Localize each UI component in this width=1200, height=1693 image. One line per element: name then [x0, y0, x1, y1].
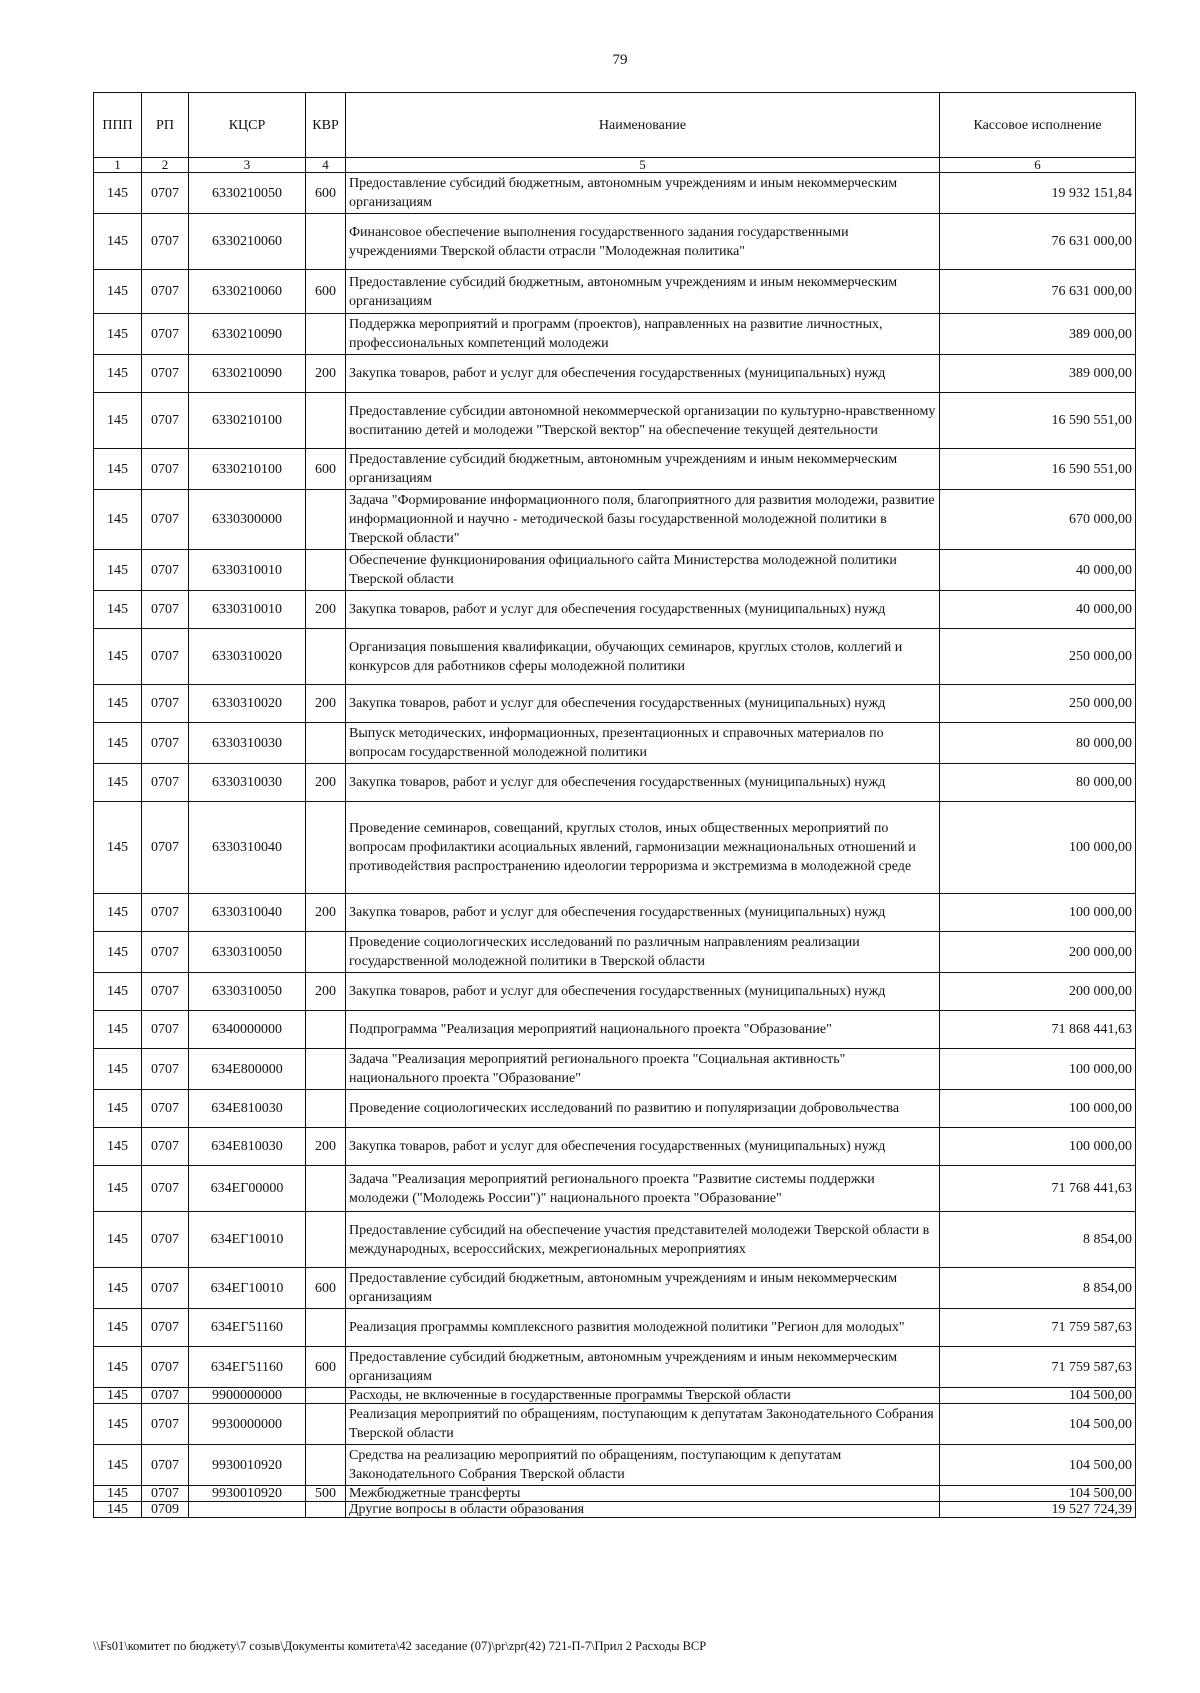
cell-name: Средства на реализацию мероприятий по обращениям, поступающим к депутатам Законодательного Собрания Тверской области	[346, 1445, 940, 1486]
cell-kcsr: 6330310050	[189, 973, 306, 1011]
cell-kcsr: 6330310020	[189, 685, 306, 723]
cell-amount: 389 000,00	[940, 314, 1136, 355]
cell-kvr	[306, 1049, 346, 1090]
cell-kvr	[306, 1502, 346, 1518]
cell-ppp: 145	[94, 1090, 142, 1128]
table-row	[94, 550, 1136, 591]
column-number: 5	[346, 158, 940, 173]
cell-ppp: 145	[94, 1011, 142, 1049]
cell-kvr: 600	[306, 1347, 346, 1388]
cell-kvr: 200	[306, 685, 346, 723]
cell-amount: 100 000,00	[940, 1090, 1136, 1128]
cell-rp: 0707	[142, 550, 189, 591]
table-row	[94, 764, 1136, 802]
cell-name: Закупка товаров, работ и услуг для обеспечения государственных (муниципальных) нужд	[346, 1128, 940, 1166]
cell-rp: 0707	[142, 355, 189, 393]
cell-kcsr: 634EГ10010	[189, 1212, 306, 1268]
cell-name: Предоставление субсидий на обеспечение участия представителей молодежи Тверской области в международных, всероссийских, межрегиональных мероприятиях	[346, 1212, 940, 1268]
cell-kcsr: 6330310040	[189, 894, 306, 932]
cell-amount: 104 500,00	[940, 1404, 1136, 1445]
cell-kvr	[306, 550, 346, 591]
cell-kvr	[306, 1212, 346, 1268]
cell-kvr	[306, 802, 346, 894]
table-row	[94, 1268, 1136, 1309]
cell-name: Обеспечение функционирования официального сайта Министерства молодежной политики Тверской области	[346, 550, 940, 591]
cell-ppp: 145	[94, 1268, 142, 1309]
cell-ppp: 145	[94, 1347, 142, 1388]
cell-ppp: 145	[94, 591, 142, 629]
cell-kvr	[306, 314, 346, 355]
cell-kvr: 600	[306, 270, 346, 314]
cell-ppp: 145	[94, 550, 142, 591]
cell-amount: 250 000,00	[940, 629, 1136, 685]
cell-amount: 104 500,00	[940, 1388, 1136, 1404]
cell-ppp: 145	[94, 973, 142, 1011]
cell-rp: 0707	[142, 1388, 189, 1404]
cell-kcsr	[189, 1502, 306, 1518]
cell-rp: 0707	[142, 1404, 189, 1445]
cell-amount: 71 868 441,63	[940, 1011, 1136, 1049]
col-header-kvr: КВР	[306, 93, 346, 158]
cell-rp: 0707	[142, 314, 189, 355]
cell-kvr: 200	[306, 591, 346, 629]
cell-kvr: 200	[306, 355, 346, 393]
table-row	[94, 214, 1136, 270]
cell-amount: 76 631 000,00	[940, 214, 1136, 270]
cell-amount: 100 000,00	[940, 1049, 1136, 1090]
cell-rp: 0707	[142, 1166, 189, 1212]
table-row	[94, 1049, 1136, 1090]
cell-amount: 71 759 587,63	[940, 1309, 1136, 1347]
cell-kvr: 600	[306, 1268, 346, 1309]
table-row	[94, 173, 1136, 214]
table-row	[94, 1212, 1136, 1268]
cell-kvr	[306, 1309, 346, 1347]
cell-kcsr: 6330310020	[189, 629, 306, 685]
col-header-ppp: ППП	[94, 93, 142, 158]
cell-name: Расходы, не включенные в государственные программы Тверской области	[346, 1388, 940, 1404]
cell-name: Поддержка мероприятий и программ (проектов), направленных на развитие личностных, профессиональных компетенций молодежи	[346, 314, 940, 355]
table-row	[94, 1090, 1136, 1128]
table-row	[94, 802, 1136, 894]
cell-amount: 19 932 151,84	[940, 173, 1136, 214]
table-row	[94, 894, 1136, 932]
cell-rp: 0707	[142, 1011, 189, 1049]
cell-kvr	[306, 1090, 346, 1128]
table-row	[94, 973, 1136, 1011]
cell-kcsr: 6330310010	[189, 591, 306, 629]
table-row	[94, 591, 1136, 629]
cell-rp: 0707	[142, 802, 189, 894]
cell-amount: 100 000,00	[940, 802, 1136, 894]
cell-ppp: 145	[94, 490, 142, 550]
cell-rp: 0707	[142, 1090, 189, 1128]
cell-ppp: 145	[94, 393, 142, 449]
cell-rp: 0707	[142, 270, 189, 314]
cell-rp: 0707	[142, 449, 189, 490]
table-row	[94, 355, 1136, 393]
cell-kcsr: 6330310010	[189, 550, 306, 591]
table-row	[94, 685, 1136, 723]
cell-rp: 0709	[142, 1502, 189, 1518]
cell-rp: 0707	[142, 629, 189, 685]
column-number: 3	[189, 158, 306, 173]
table-row	[94, 1404, 1136, 1445]
cell-name: Закупка товаров, работ и услуг для обеспечения государственных (муниципальных) нужд	[346, 973, 940, 1011]
table-row	[94, 490, 1136, 550]
table-row	[94, 1486, 1136, 1502]
cell-amount: 19 527 724,39	[940, 1502, 1136, 1518]
cell-name: Предоставление субсидий бюджетным, автономным учреждениям и иным некоммерческим организациям	[346, 449, 940, 490]
cell-kcsr: 9900000000	[189, 1388, 306, 1404]
page-number: 79	[612, 52, 628, 68]
cell-amount: 80 000,00	[940, 764, 1136, 802]
cell-amount: 100 000,00	[940, 894, 1136, 932]
cell-rp: 0707	[142, 685, 189, 723]
cell-ppp: 145	[94, 932, 142, 973]
column-number: 4	[306, 158, 346, 173]
cell-rp: 0707	[142, 973, 189, 1011]
cell-kcsr: 634EГ10010	[189, 1268, 306, 1309]
cell-rp: 0707	[142, 393, 189, 449]
cell-kvr	[306, 723, 346, 764]
cell-kvr	[306, 393, 346, 449]
cell-rp: 0707	[142, 1268, 189, 1309]
cell-rp: 0707	[142, 1486, 189, 1502]
cell-amount: 16 590 551,00	[940, 393, 1136, 449]
table-row	[94, 314, 1136, 355]
cell-amount: 100 000,00	[940, 1128, 1136, 1166]
cell-amount: 200 000,00	[940, 973, 1136, 1011]
cell-name: Другие вопросы в области образования	[346, 1502, 940, 1518]
cell-amount: 71 759 587,63	[940, 1347, 1136, 1388]
cell-kcsr: 6330310050	[189, 932, 306, 973]
col-header-kcsr: КЦСР	[189, 93, 306, 158]
cell-ppp: 145	[94, 270, 142, 314]
cell-name: Предоставление субсидий бюджетным, автономным учреждениям и иным некоммерческим организациям	[346, 270, 940, 314]
table-row	[94, 629, 1136, 685]
cell-ppp: 145	[94, 1212, 142, 1268]
cell-kcsr: 634EГ51160	[189, 1309, 306, 1347]
cell-name: Закупка товаров, работ и услуг для обеспечения государственных (муниципальных) нужд	[346, 764, 940, 802]
table-row	[94, 1128, 1136, 1166]
cell-name: Закупка товаров, работ и услуг для обеспечения государственных (муниципальных) нужд	[346, 591, 940, 629]
cell-amount: 104 500,00	[940, 1486, 1136, 1502]
table-row	[94, 932, 1136, 973]
cell-amount: 389 000,00	[940, 355, 1136, 393]
column-number: 2	[142, 158, 189, 173]
cell-kvr: 600	[306, 449, 346, 490]
col-header-amount: Кассовое исполнение	[940, 93, 1136, 158]
cell-ppp: 145	[94, 802, 142, 894]
table-row	[94, 270, 1136, 314]
cell-kvr	[306, 932, 346, 973]
table-row	[94, 1347, 1136, 1388]
col-header-name: Наименование	[346, 93, 940, 158]
cell-ppp: 145	[94, 629, 142, 685]
cell-ppp: 145	[94, 1445, 142, 1486]
cell-kcsr: 6330210050	[189, 173, 306, 214]
cell-name: Предоставление субсидий бюджетным, автономным учреждениям и иным некоммерческим организациям	[346, 1347, 940, 1388]
cell-kcsr: 9930000000	[189, 1404, 306, 1445]
cell-ppp: 145	[94, 1049, 142, 1090]
cell-kvr	[306, 1445, 346, 1486]
table-row	[94, 1445, 1136, 1486]
cell-kcsr: 6330210090	[189, 314, 306, 355]
cell-ppp: 145	[94, 1502, 142, 1518]
column-number: 1	[94, 158, 142, 173]
cell-kvr	[306, 1166, 346, 1212]
cell-kcsr: 6330310040	[189, 802, 306, 894]
cell-kvr	[306, 1404, 346, 1445]
file-path-footer: \\Fs01\комитет по бюджету\7 созыв\Документы комитета\42 заседание (07)\pr\zpr(42) 721-П-7\Прил 2 Расходы ВСР	[93, 1639, 707, 1653]
cell-rp: 0707	[142, 1347, 189, 1388]
cell-ppp: 145	[94, 1388, 142, 1404]
cell-amount: 16 590 551,00	[940, 449, 1136, 490]
cell-kcsr: 634EГ51160	[189, 1347, 306, 1388]
cell-ppp: 145	[94, 764, 142, 802]
cell-kvr: 200	[306, 973, 346, 1011]
cell-ppp: 145	[94, 449, 142, 490]
cell-amount: 8 854,00	[940, 1268, 1136, 1309]
cell-ppp: 145	[94, 1166, 142, 1212]
cell-rp: 0707	[142, 723, 189, 764]
cell-ppp: 145	[94, 173, 142, 214]
cell-name: Реализация мероприятий по обращениям, поступающим к депутатам Законодательного Собрания Тверской области	[346, 1404, 940, 1445]
cell-name: Закупка товаров, работ и услуг для обеспечения государственных (муниципальных) нужд	[346, 355, 940, 393]
cell-name: Закупка товаров, работ и услуг для обеспечения государственных (муниципальных) нужд	[346, 685, 940, 723]
cell-kvr	[306, 1388, 346, 1404]
cell-name: Задача "Реализация мероприятий регионального проекта "Социальная активность" национального проекта "Образование"	[346, 1049, 940, 1090]
cell-amount: 80 000,00	[940, 723, 1136, 764]
table-row	[94, 1502, 1136, 1518]
cell-ppp: 145	[94, 214, 142, 270]
cell-kcsr: 634E800000	[189, 1049, 306, 1090]
cell-rp: 0707	[142, 214, 189, 270]
cell-kcsr: 6330210100	[189, 449, 306, 490]
cell-rp: 0707	[142, 894, 189, 932]
cell-ppp: 145	[94, 685, 142, 723]
cell-rp: 0707	[142, 591, 189, 629]
cell-kvr: 200	[306, 894, 346, 932]
cell-kvr	[306, 1011, 346, 1049]
cell-amount: 40 000,00	[940, 550, 1136, 591]
cell-amount: 40 000,00	[940, 591, 1136, 629]
col-header-rp: РП	[142, 93, 189, 158]
cell-kvr: 200	[306, 764, 346, 802]
cell-ppp: 145	[94, 1309, 142, 1347]
cell-name: Предоставление субсидий бюджетным, автономным учреждениям и иным некоммерческим организациям	[346, 173, 940, 214]
cell-kvr	[306, 214, 346, 270]
cell-name: Закупка товаров, работ и услуг для обеспечения государственных (муниципальных) нужд	[346, 894, 940, 932]
cell-amount: 8 854,00	[940, 1212, 1136, 1268]
cell-kcsr: 6330210090	[189, 355, 306, 393]
cell-name: Выпуск методических, информационных, презентационных и справочных материалов по вопросам государственной молодежной политики	[346, 723, 940, 764]
cell-name: Проведение семинаров, совещаний, круглых столов, иных общественных мероприятий по вопросам профилактики асоциальных явлений, гармонизации межнациональных отношений и противодействия распространению идеологии терроризма и экстремизма в молодежной среде	[346, 802, 940, 894]
cell-ppp: 145	[94, 1404, 142, 1445]
cell-name: Межбюджетные трансферты	[346, 1486, 940, 1502]
table-row	[94, 1309, 1136, 1347]
column-number-row	[94, 158, 1136, 173]
cell-rp: 0707	[142, 1049, 189, 1090]
cell-amount: 250 000,00	[940, 685, 1136, 723]
cell-kcsr: 634E810030	[189, 1090, 306, 1128]
cell-name: Проведение социологических исследований по развитию и популяризации добровольчества	[346, 1090, 940, 1128]
cell-kcsr: 6330300000	[189, 490, 306, 550]
cell-amount: 670 000,00	[940, 490, 1136, 550]
cell-ppp: 145	[94, 894, 142, 932]
cell-kcsr: 6330310030	[189, 723, 306, 764]
cell-kvr	[306, 629, 346, 685]
cell-kcsr: 9930010920	[189, 1445, 306, 1486]
budget-table	[93, 92, 1136, 1518]
cell-kcsr: 6330210100	[189, 393, 306, 449]
cell-rp: 0707	[142, 932, 189, 973]
cell-kvr: 200	[306, 1128, 346, 1166]
column-number: 6	[940, 158, 1136, 173]
cell-kcsr: 6330210060	[189, 270, 306, 314]
cell-amount: 200 000,00	[940, 932, 1136, 973]
cell-kcsr: 634E810030	[189, 1128, 306, 1166]
cell-ppp: 145	[94, 1128, 142, 1166]
cell-name: Реализация программы комплексного развития молодежной политики "Регион для молодых"	[346, 1309, 940, 1347]
table-row	[94, 449, 1136, 490]
table-row	[94, 1388, 1136, 1404]
cell-rp: 0707	[142, 1212, 189, 1268]
cell-kcsr: 6340000000	[189, 1011, 306, 1049]
cell-name: Предоставление субсидий бюджетным, автономным учреждениям и иным некоммерческим организациям	[346, 1268, 940, 1309]
cell-name: Проведение социологических исследований по различным направлениям реализации государственной молодежной политики в Тверской области	[346, 932, 940, 973]
cell-kvr: 600	[306, 173, 346, 214]
cell-kcsr: 9930010920	[189, 1486, 306, 1502]
cell-name: Подпрограмма "Реализация мероприятий национального проекта "Образование"	[346, 1011, 940, 1049]
cell-ppp: 145	[94, 355, 142, 393]
cell-amount: 104 500,00	[940, 1445, 1136, 1486]
cell-ppp: 145	[94, 723, 142, 764]
table-row	[94, 393, 1136, 449]
cell-name: Организация повышения квалификации, обучающих семинаров, круглых столов, коллегий и конкурсов для работников сферы молодежной политики	[346, 629, 940, 685]
cell-rp: 0707	[142, 1128, 189, 1166]
cell-rp: 0707	[142, 764, 189, 802]
cell-kcsr: 6330310030	[189, 764, 306, 802]
table-row	[94, 723, 1136, 764]
cell-kcsr: 6330210060	[189, 214, 306, 270]
cell-amount: 71 768 441,63	[940, 1166, 1136, 1212]
cell-kvr	[306, 490, 346, 550]
cell-rp: 0707	[142, 490, 189, 550]
table-row	[94, 1011, 1136, 1049]
table-row	[94, 1166, 1136, 1212]
cell-name: Финансовое обеспечение выполнения государственного задания государственными учреждениями Тверской области отрасли "Молодежная политика"	[346, 214, 940, 270]
cell-ppp: 145	[94, 314, 142, 355]
cell-rp: 0707	[142, 1309, 189, 1347]
cell-rp: 0707	[142, 1445, 189, 1486]
cell-kvr: 500	[306, 1486, 346, 1502]
cell-name: Предоставление субсидии автономной некоммерческой организации по культурно-нравственному воспитанию детей и молодежи "Тверской вектор" на обеспечение текущей деятельности	[346, 393, 940, 449]
cell-kcsr: 634EГ00000	[189, 1166, 306, 1212]
cell-name: Задача "Формирование информационного поля, благоприятного для развития молодежи, развитие информационной и научно - методической базы государственной молодежной политики в Тверской области"	[346, 490, 940, 550]
cell-name: Задача "Реализация мероприятий регионального проекта "Развитие системы поддержки молодежи ("Молодежь России")" национального проекта "Образование"	[346, 1166, 940, 1212]
cell-amount: 76 631 000,00	[940, 270, 1136, 314]
cell-ppp: 145	[94, 1486, 142, 1502]
header-row	[94, 93, 1136, 158]
cell-rp: 0707	[142, 173, 189, 214]
